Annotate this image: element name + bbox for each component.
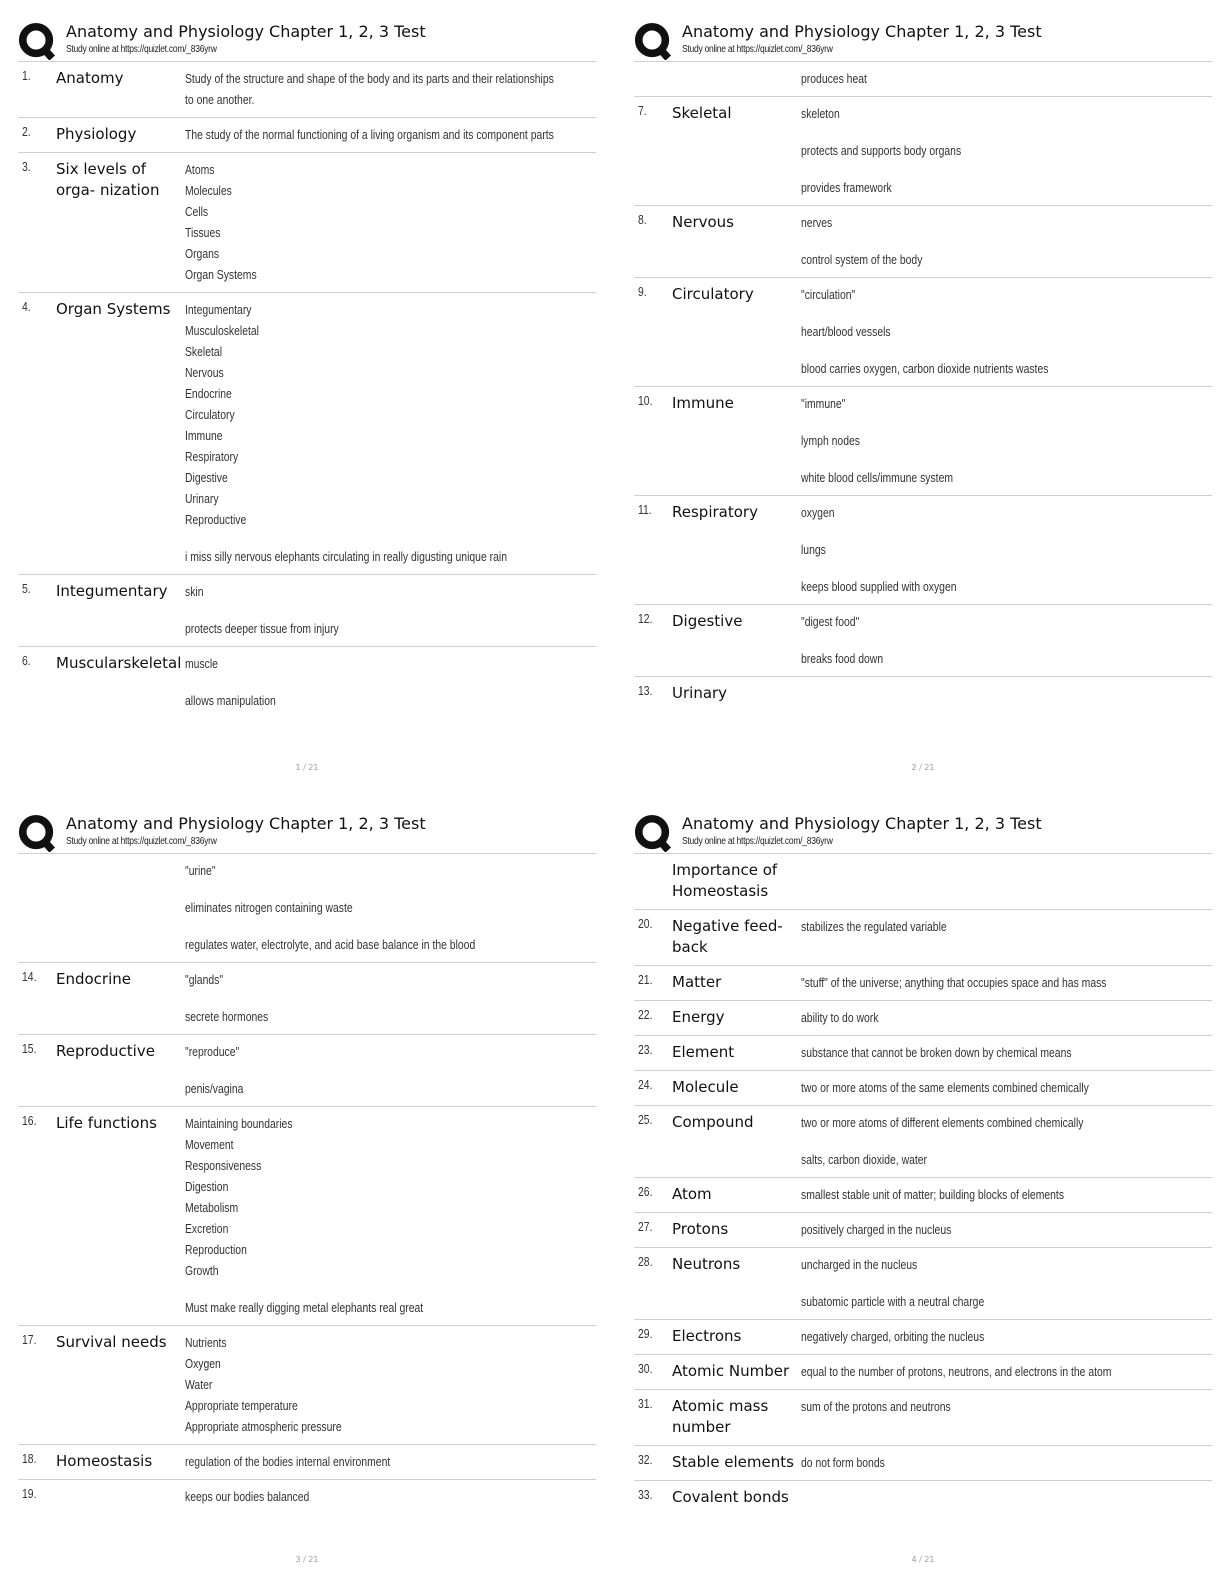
row-number: 33.	[638, 1487, 653, 1502]
row-number: 25.	[638, 1112, 653, 1127]
definition-spacer	[185, 881, 596, 897]
flashcard-row	[18, 62, 596, 118]
definition-line: Reproduction	[185, 1242, 247, 1257]
term-label: Compound	[672, 1113, 754, 1131]
definition-spacer	[185, 1281, 596, 1297]
definition-line: Appropriate temperature	[185, 1398, 298, 1413]
row-number: 10.	[638, 393, 653, 408]
page-number: 1 / 21	[295, 763, 319, 772]
definition-line: two or more atoms of the same elements combined chemically	[801, 1080, 1089, 1095]
definition-line: Nervous	[185, 365, 224, 380]
definition-line: regulation of the bodies internal environment	[185, 1454, 391, 1469]
definition-line: Metabolism	[185, 1200, 239, 1215]
flashcard-row	[634, 966, 1212, 1001]
flashcard-row	[634, 605, 1212, 677]
row-number: 21.	[638, 972, 653, 987]
row-number: 1.	[22, 68, 31, 83]
term-label: Protons	[672, 1220, 729, 1238]
definition-line: lymph nodes	[801, 433, 860, 448]
term-label: Element	[672, 1043, 735, 1061]
row-number: 23.	[638, 1042, 653, 1057]
definition	[801, 1007, 1212, 1028]
definition	[185, 969, 596, 1027]
row-number: 17.	[22, 1332, 37, 1347]
row-number: 27.	[638, 1219, 653, 1234]
definition	[801, 103, 1212, 198]
definition-line: control system of the body	[801, 252, 923, 267]
page-header	[634, 18, 1212, 62]
definition-line: equal to the number of protons, neutrons, and electrons in the atom	[801, 1364, 1112, 1379]
definition	[185, 1332, 596, 1437]
definition-line: uncharged in the nucleus	[801, 1257, 918, 1272]
definition-line: substance that cannot be broken down by chemical means	[801, 1045, 1072, 1060]
definition-line: Endocrine	[185, 386, 232, 401]
definition	[801, 68, 1212, 89]
definition-line: white blood cells/immune system	[801, 470, 954, 485]
definition-line: heart/blood vessels	[801, 324, 891, 339]
definition	[801, 1112, 1212, 1170]
definition	[185, 1041, 596, 1099]
row-number: 24.	[638, 1077, 653, 1092]
definition-line: Reproductive	[185, 512, 247, 527]
term-label: Stable elements	[672, 1453, 794, 1471]
definition-line: two or more atoms of different elements combined chemically	[801, 1115, 1084, 1130]
page-4	[634, 810, 1212, 1570]
page-header	[18, 18, 596, 62]
definition	[185, 1486, 596, 1507]
definition	[801, 1077, 1212, 1098]
definition-spacer	[801, 414, 1212, 430]
definition-spacer	[185, 674, 596, 690]
flashcard-row	[18, 575, 596, 647]
quizlet-logo-icon	[634, 22, 672, 60]
definition-spacer	[801, 305, 1212, 321]
definition-spacer	[801, 523, 1212, 539]
definition-line: Molecules	[185, 183, 232, 198]
definition	[185, 1113, 596, 1318]
definition-line: positively charged in the nucleus	[801, 1222, 952, 1237]
definition-line: Study of the structure and shape of the body and its parts and their relationships	[185, 71, 554, 86]
row-number: 13.	[638, 683, 653, 698]
definition-line: ability to do work	[801, 1010, 879, 1025]
definition	[801, 1326, 1212, 1347]
definition-line: Integumentary	[185, 302, 252, 317]
row-number: 9.	[638, 284, 647, 299]
flashcard-row	[634, 1036, 1212, 1071]
quizlet-logo-icon	[634, 814, 672, 852]
row-number: 19.	[22, 1486, 37, 1501]
row-number: 11.	[638, 502, 652, 517]
page-number: 2 / 21	[911, 763, 935, 772]
definition	[185, 299, 596, 567]
definition-line: Nutrients	[185, 1335, 227, 1350]
flashcard-row	[634, 1248, 1212, 1320]
term-label: Importance of Homeostasis	[672, 861, 778, 900]
definition-line: Oxygen	[185, 1356, 221, 1371]
definition-line: Digestive	[185, 470, 228, 485]
term-label: Matter	[672, 973, 722, 991]
definition-line: blood carries oxygen, carbon dioxide nutrients wastes	[801, 361, 1049, 376]
term-label: Nervous	[672, 213, 734, 231]
definition-line: regulates water, electrolyte, and acid base balance in the blood	[185, 937, 476, 952]
row-number: 31.	[638, 1396, 653, 1411]
term-label: Six levels of orga- nization	[56, 160, 160, 199]
row-number: 6.	[22, 653, 31, 668]
row-number: 30.	[638, 1361, 653, 1376]
definition	[801, 393, 1212, 488]
set-title: Anatomy and Physiology Chapter 1, 2, 3 Test	[682, 814, 1042, 833]
flashcard-row	[634, 62, 1212, 97]
row-number: 22.	[638, 1007, 653, 1022]
flashcard-row	[18, 647, 596, 719]
definition-line: secrete hormones	[185, 1009, 269, 1024]
definition	[801, 1361, 1212, 1382]
set-title: Anatomy and Physiology Chapter 1, 2, 3 Test	[66, 22, 426, 41]
flashcard-row	[634, 1106, 1212, 1178]
definition-spacer	[185, 918, 596, 934]
row-number: 5.	[22, 581, 31, 596]
definition	[801, 972, 1212, 993]
term-label: Anatomy	[56, 69, 124, 87]
row-number: 3.	[22, 159, 31, 174]
flashcard-row	[634, 854, 1212, 910]
definition-line: Respiratory	[185, 449, 239, 464]
flashcard-row	[18, 1035, 596, 1107]
definition-line: "immune"	[801, 396, 846, 411]
term-label: Integumentary	[56, 582, 168, 600]
definition-line: Musculoskeletal	[185, 323, 259, 338]
definition-line: negatively charged, orbiting the nucleus	[801, 1329, 985, 1344]
definition	[801, 1184, 1212, 1205]
definition-line: Organs	[185, 246, 220, 261]
term-label: Circulatory	[672, 285, 754, 303]
definition-line: eliminates nitrogen containing waste	[185, 900, 353, 915]
flashcard-row	[634, 677, 1212, 712]
definition-line: allows manipulation	[185, 693, 276, 708]
flashcard-row	[18, 1480, 596, 1515]
page-header	[18, 810, 596, 854]
flashcard-row	[634, 910, 1212, 966]
term-label: Neutrons	[672, 1255, 741, 1273]
term-label: Covalent bonds	[672, 1488, 789, 1506]
flashcard-row	[18, 1107, 596, 1326]
definition-line: Circulatory	[185, 407, 235, 422]
definition-line: nerves	[801, 215, 833, 230]
term-label: Electrons	[672, 1327, 742, 1345]
definition-line: Atoms	[185, 162, 215, 177]
definition-spacer	[801, 124, 1212, 140]
flashcard-row	[634, 1390, 1212, 1446]
row-number: 16.	[22, 1113, 37, 1128]
definition-spacer	[801, 560, 1212, 576]
study-online-link[interactable]: Study online at https://quizlet.com/_836yrw	[682, 836, 833, 847]
definition-spacer	[801, 342, 1212, 358]
definition-line: sum of the protons and neutrons	[801, 1399, 951, 1414]
definition-spacer	[801, 233, 1212, 249]
term-label: Respiratory	[672, 503, 758, 521]
definition-line: produces heat	[801, 71, 867, 86]
page-1	[18, 18, 596, 778]
term-label	[56, 860, 180, 881]
definition	[801, 1254, 1212, 1312]
page-2	[634, 18, 1212, 778]
row-number: 2.	[22, 124, 31, 139]
definition-line: Urinary	[185, 491, 219, 506]
term-label: Endocrine	[56, 970, 131, 988]
flashcard-row	[634, 97, 1212, 206]
definition-spacer	[801, 1133, 1212, 1149]
term-label: Homeostasis	[56, 1452, 153, 1470]
definition-line: breaks food down	[801, 651, 884, 666]
definition-line: to one another.	[185, 92, 255, 107]
flashcard-row	[634, 1355, 1212, 1390]
definition	[185, 860, 596, 955]
definition-line: Growth	[185, 1263, 219, 1278]
flashcard-row	[634, 1481, 1212, 1516]
definition-line: Must make really digging metal elephants real great	[185, 1300, 424, 1315]
flashcard-row	[18, 963, 596, 1035]
page-number: 4 / 21	[911, 1555, 935, 1564]
flashcard-row	[634, 1001, 1212, 1036]
term-label: Atom	[672, 1185, 712, 1203]
row-number: 26.	[638, 1184, 653, 1199]
definition-line: muscle	[185, 656, 218, 671]
flashcard-row	[18, 293, 596, 575]
definition	[185, 581, 596, 639]
flashcard-row	[634, 387, 1212, 496]
definition-line: "glands"	[185, 972, 224, 987]
definition-line: protects and supports body organs	[801, 143, 962, 158]
definition-line: Movement	[185, 1137, 234, 1152]
definition-line: "stuff" of the universe; anything that occupies space and has mass	[801, 975, 1107, 990]
row-number: 20.	[638, 916, 653, 931]
definition-line: keeps our bodies balanced	[185, 1489, 310, 1504]
row-number: 32.	[638, 1452, 653, 1467]
quizlet-logo-icon	[18, 22, 56, 60]
definition	[185, 653, 596, 711]
definition-line: smallest stable unit of matter; building blocks of elements	[801, 1187, 1065, 1202]
flashcard-row	[634, 1213, 1212, 1248]
definition	[185, 68, 596, 110]
definition	[801, 212, 1212, 270]
row-number: 28.	[638, 1254, 653, 1269]
definition-spacer	[801, 1275, 1212, 1291]
term-label: Skeletal	[672, 104, 732, 122]
definition-spacer	[801, 161, 1212, 177]
flashcard-row	[634, 1446, 1212, 1481]
definition-line: Immune	[185, 428, 223, 443]
definition	[801, 284, 1212, 379]
term-label: Life functions	[56, 1114, 157, 1132]
definition-line: "digest food"	[801, 614, 860, 629]
flashcard-row	[18, 118, 596, 153]
term-label: Organ Systems	[56, 300, 171, 318]
definition-line: oxygen	[801, 505, 835, 520]
term-label: Reproductive	[56, 1042, 155, 1060]
definition	[801, 916, 1212, 937]
quizlet-logo-icon	[18, 814, 56, 852]
definition-line: subatomic particle with a neutral charge	[801, 1294, 985, 1309]
page-header	[634, 810, 1212, 854]
definition	[801, 611, 1212, 669]
definition-line: i miss silly nervous elephants circulating in really digusting unique rain	[185, 549, 507, 564]
definition-line: penis/vagina	[185, 1081, 244, 1096]
flashcard-row	[18, 854, 596, 963]
definition-line: Skeletal	[185, 344, 222, 359]
definition-spacer	[185, 1062, 596, 1078]
term-label: Molecule	[672, 1078, 739, 1096]
set-title: Anatomy and Physiology Chapter 1, 2, 3 Test	[66, 814, 426, 833]
definition	[801, 1452, 1212, 1473]
term-label	[56, 1486, 180, 1507]
definition	[801, 502, 1212, 597]
flashcard-row	[18, 1445, 596, 1480]
definition-line: Cells	[185, 204, 209, 219]
row-number: 15.	[22, 1041, 37, 1056]
flashcard-row	[634, 1071, 1212, 1106]
study-online-link[interactable]: Study online at https://quizlet.com/_836yrw	[66, 836, 217, 847]
term-label: Digestive	[672, 612, 743, 630]
term-label: Negative feed- back	[672, 917, 783, 956]
definition	[185, 1451, 596, 1472]
definition-line: keeps blood supplied with oxygen	[801, 579, 957, 594]
definition-line: Responsiveness	[185, 1158, 262, 1173]
definition	[185, 124, 596, 145]
definition-line: Appropriate atmospheric pressure	[185, 1419, 342, 1434]
flashcard-row	[18, 153, 596, 293]
study-online-link[interactable]: Study online at https://quizlet.com/_836yrw	[66, 44, 217, 55]
row-number: 7.	[638, 103, 647, 118]
definition-line: "circulation"	[801, 287, 856, 302]
study-online-link[interactable]: Study online at https://quizlet.com/_836yrw	[682, 44, 833, 55]
definition-line: provides framework	[801, 180, 892, 195]
term-label: Physiology	[56, 125, 137, 143]
row-number: 4.	[22, 299, 31, 314]
row-number: 18.	[22, 1451, 37, 1466]
term-label: Urinary	[672, 684, 728, 702]
term-label: Survival needs	[56, 1333, 167, 1351]
definition	[801, 1042, 1212, 1063]
definition-line: do not form bonds	[801, 1455, 885, 1470]
definition-line: Excretion	[185, 1221, 229, 1236]
definition-line: lungs	[801, 542, 826, 557]
row-number: 14.	[22, 969, 37, 984]
definition-spacer	[185, 530, 596, 546]
term-label: Muscularskeletal	[56, 654, 182, 672]
definition-spacer	[801, 632, 1212, 648]
definition-line: Organ Systems	[185, 267, 257, 282]
row-number: 8.	[638, 212, 647, 227]
page-number: 3 / 21	[295, 1555, 319, 1564]
term-label: Energy	[672, 1008, 725, 1026]
definition-line: "urine"	[185, 863, 216, 878]
row-number: 12.	[638, 611, 653, 626]
definition-spacer	[185, 990, 596, 1006]
definition	[185, 159, 596, 285]
flashcard-row	[634, 1178, 1212, 1213]
row-number: 29.	[638, 1326, 653, 1341]
definition-spacer	[801, 451, 1212, 467]
flashcard-row	[634, 278, 1212, 387]
definition-line: Maintaining boundaries	[185, 1116, 293, 1131]
definition	[801, 1219, 1212, 1240]
definition-line: Digestion	[185, 1179, 229, 1194]
definition	[801, 1396, 1212, 1417]
definition-line: "reproduce"	[185, 1044, 240, 1059]
term-label: Immune	[672, 394, 734, 412]
definition-line: Tissues	[185, 225, 221, 240]
definition-line: Water	[185, 1377, 213, 1392]
page-3	[18, 810, 596, 1570]
definition-line: skin	[185, 584, 204, 599]
definition-spacer	[185, 602, 596, 618]
flashcard-row	[634, 1320, 1212, 1355]
definition-line: salts, carbon dioxide, water	[801, 1152, 928, 1167]
definition-line: stabilizes the regulated variable	[801, 919, 947, 934]
definition-line: The study of the normal functioning of a living organism and its component parts	[185, 127, 554, 142]
term-label: Atomic Number	[672, 1362, 790, 1380]
definition-line: skeleton	[801, 106, 840, 121]
flashcard-row	[634, 206, 1212, 278]
flashcard-row	[634, 496, 1212, 605]
term-label: Atomic mass number	[672, 1397, 769, 1436]
flashcard-row	[18, 1326, 596, 1445]
definition-line: protects deeper tissue from injury	[185, 621, 339, 636]
term-label	[672, 68, 796, 89]
set-title: Anatomy and Physiology Chapter 1, 2, 3 Test	[682, 22, 1042, 41]
